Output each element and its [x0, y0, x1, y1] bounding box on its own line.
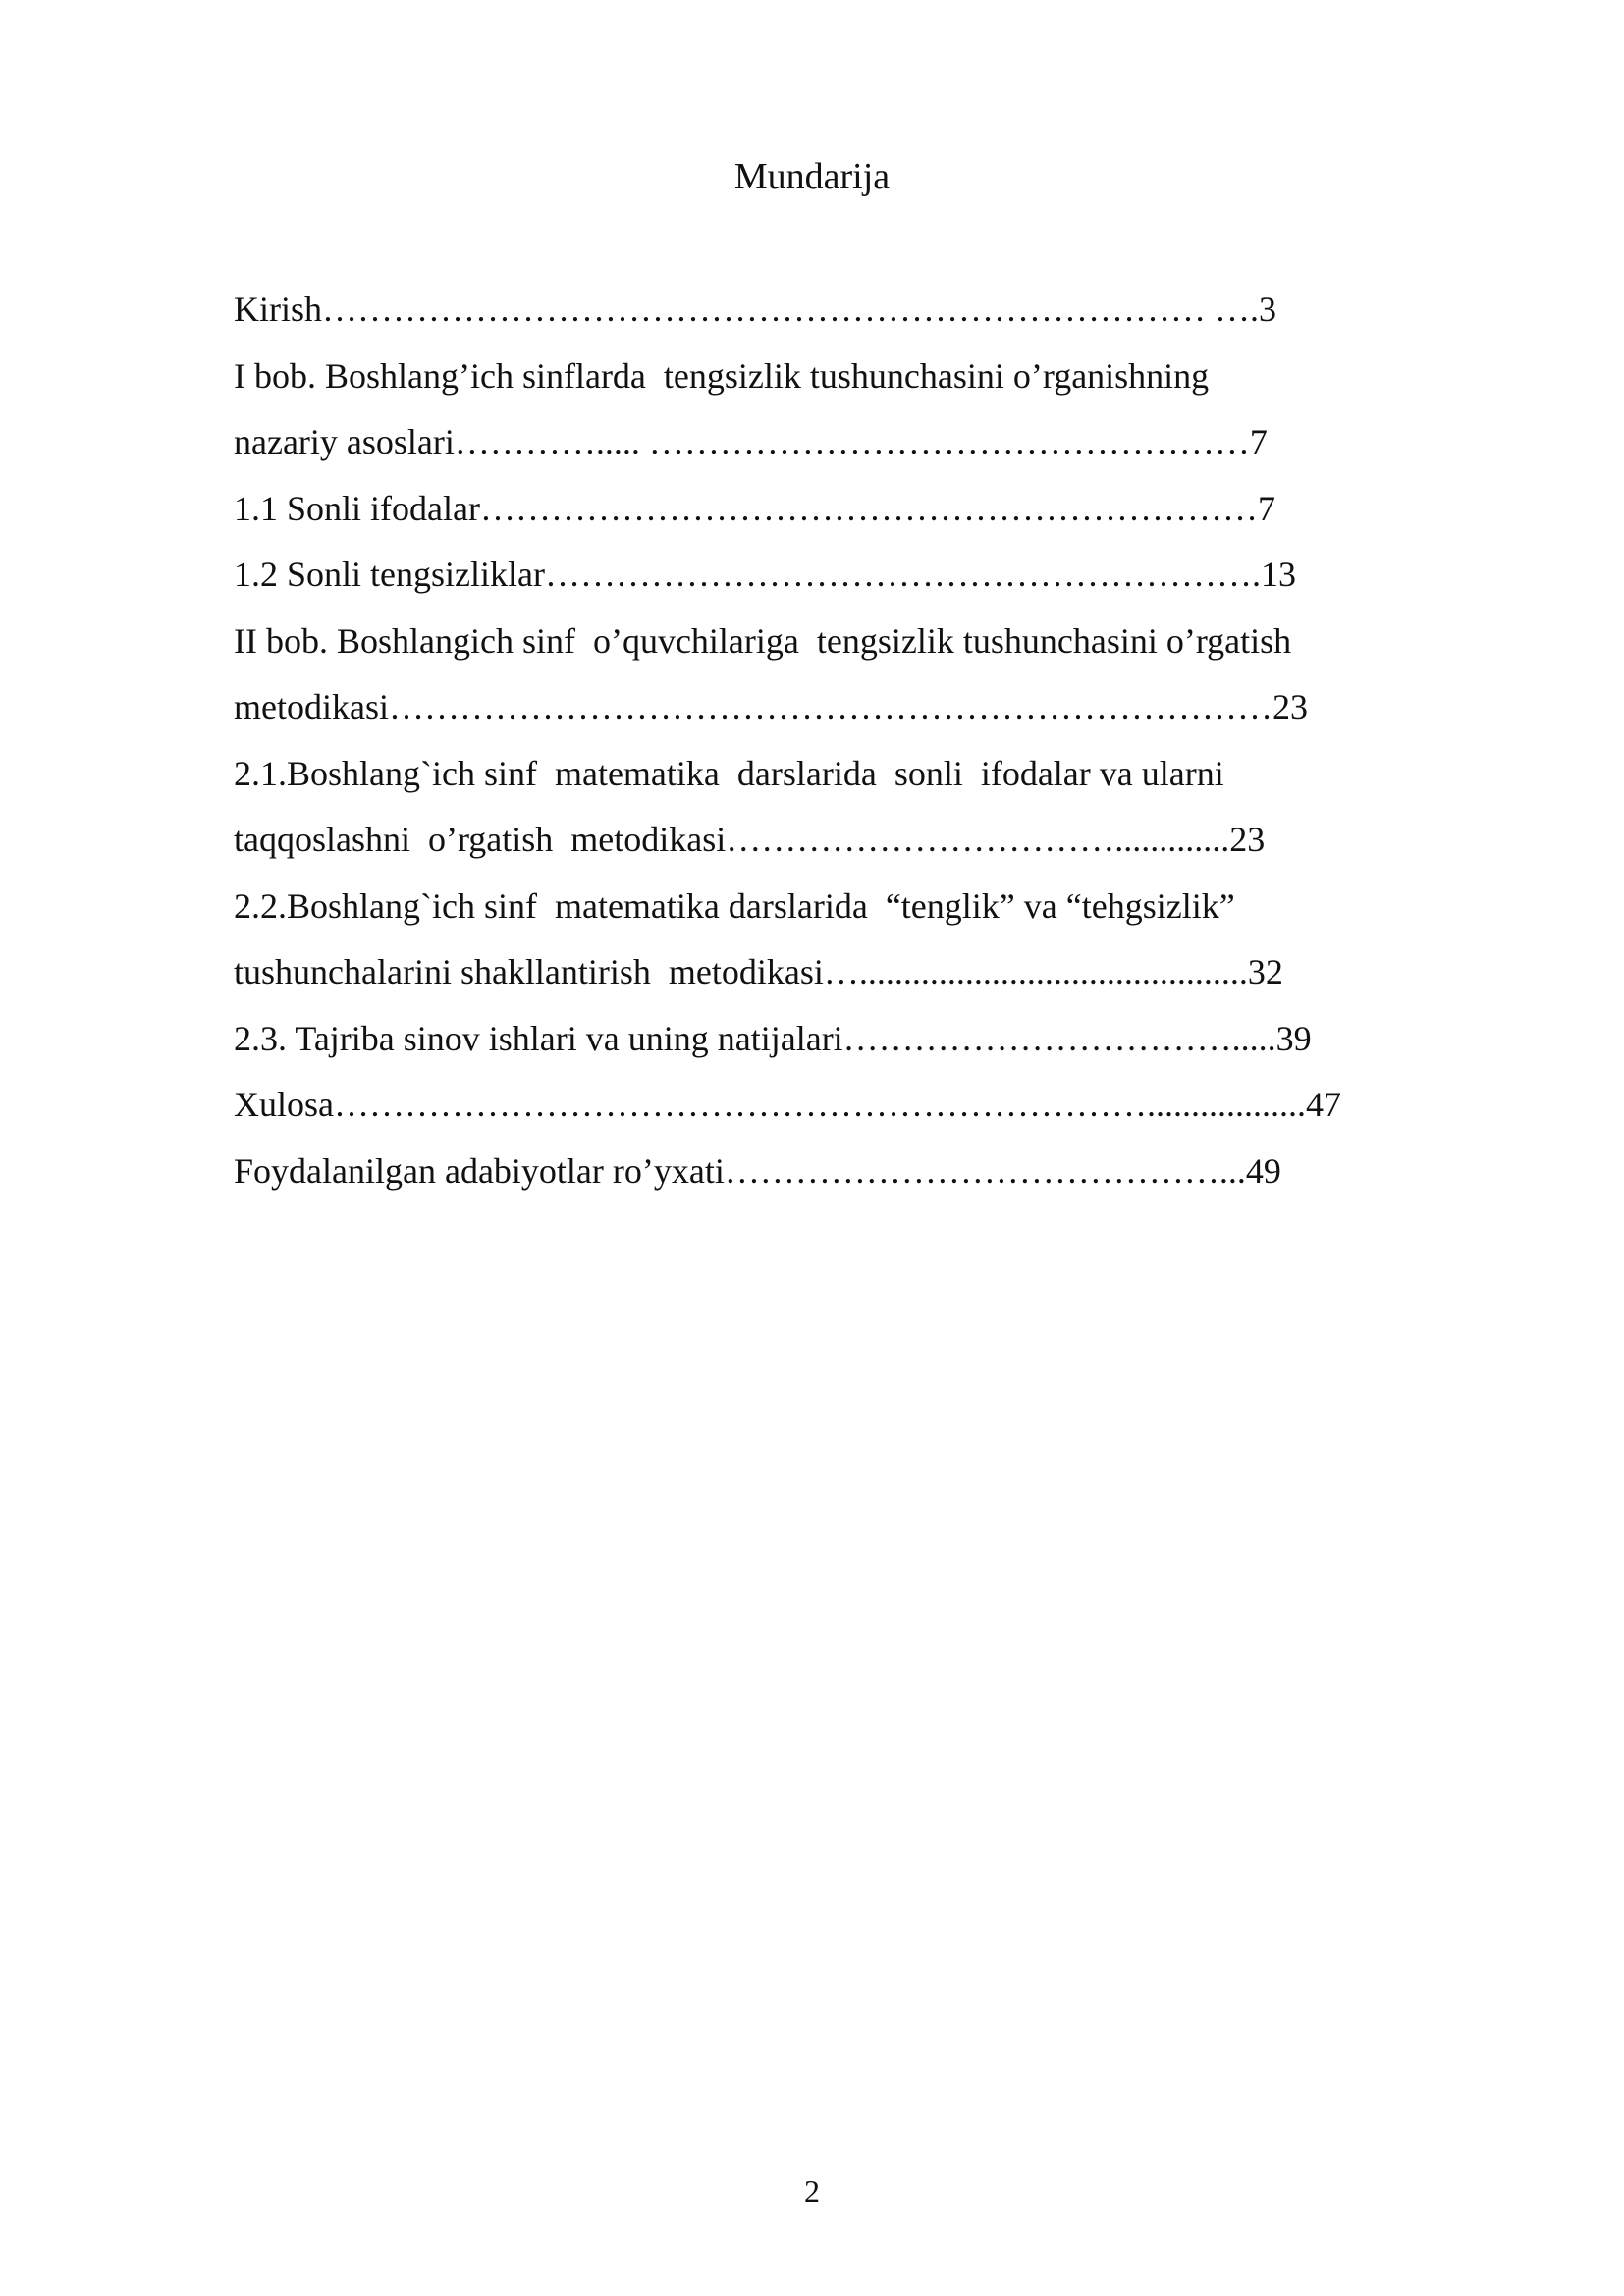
toc-line: II bob. Boshlangich sinf o’quvchilariga tengsizlik tushunchasini o’rgatish [234, 620, 1292, 661]
toc-line: Xulosa……………………………………………………………..................47 [234, 1085, 1341, 1124]
toc-line: nazariy asoslari…………..... ……………………………………………7 [234, 422, 1268, 461]
toc-line: 2.3. Tajriba sinov ishlari va uning natijalari…………………………….....39 [234, 1018, 1312, 1058]
toc-line: I bob. Boshlang’ich sinflarda tengsizlik tushunchasini o’rganishning [234, 355, 1210, 396]
toc-line: 2.2.Boshlang`ich sinf matematika darslarida “tenglik” va “tehgsizlik” [234, 885, 1235, 926]
table-of-contents [234, 285, 1432, 1212]
toc-line: taqqoslashni o’rgatish metodikasi…………………………….............23 [234, 820, 1266, 859]
toc-line: 1.1 Sonli ifodalar…………………………………………………………7 [234, 488, 1275, 528]
toc-line: Kirish………………………………………………………………… ….3 [234, 290, 1276, 329]
toc-line: metodikasi…………………………………………………………………23 [234, 687, 1308, 726]
page-number: 2 [804, 2173, 820, 2209]
toc-line: Foydalanilgan adabiyotlar ro’yxati……………………………………...49 [234, 1150, 1281, 1191]
toc-line: tushunchalarini shakllantirish metodikasi…............................................32 [234, 952, 1283, 991]
toc-line: 1.2 Sonli tengsizliklar…………………………………………………….13 [234, 555, 1296, 594]
page-title: Mundarija [733, 156, 891, 197]
toc-line: 2.1.Boshlang`ich sinf matematika darslarida sonli ifodalar va ularni [234, 753, 1224, 793]
